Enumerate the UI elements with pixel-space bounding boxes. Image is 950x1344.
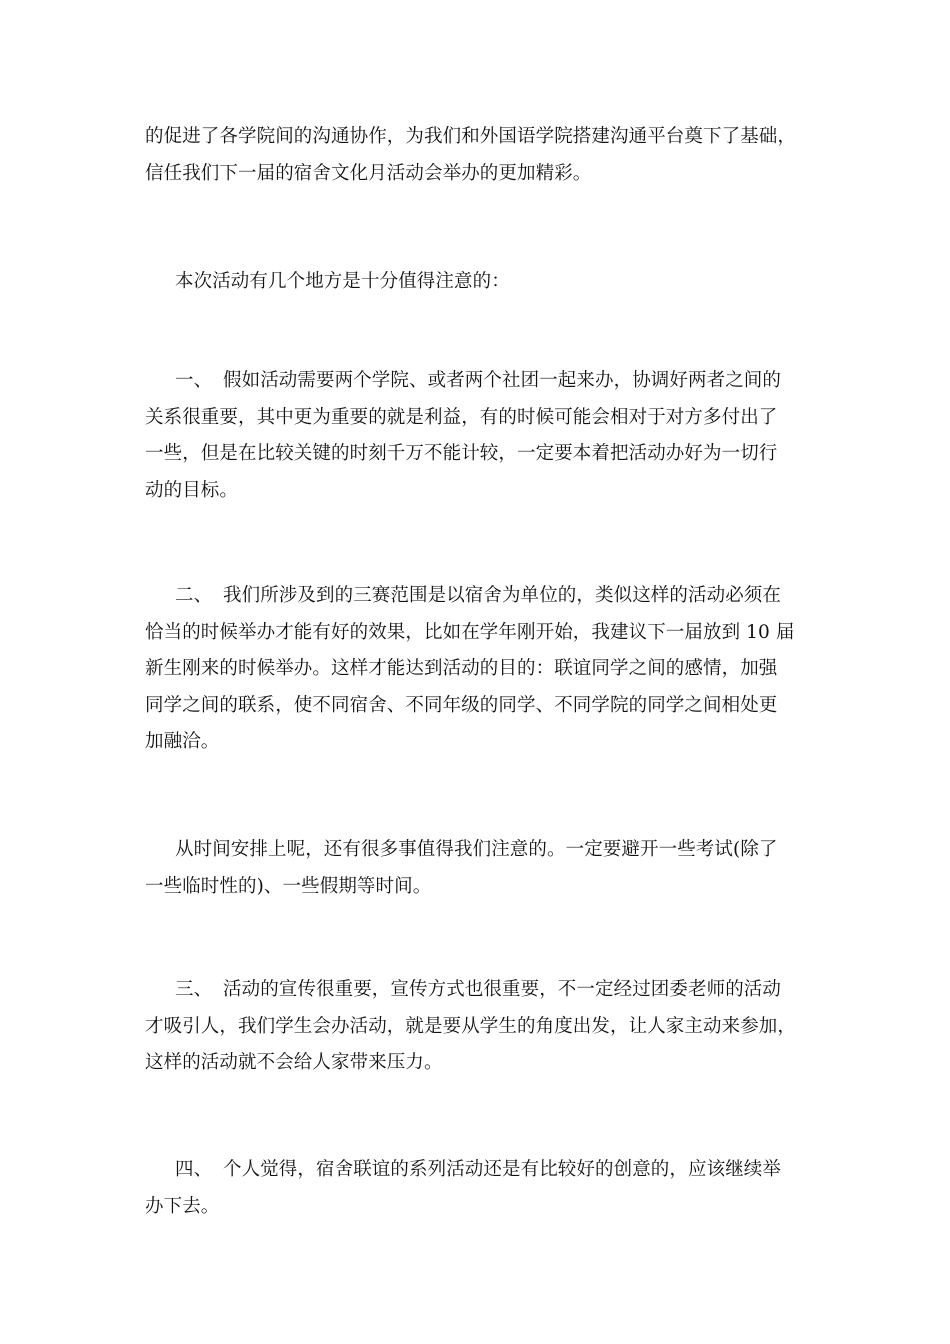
paragraph-schedule bbox=[145, 832, 810, 905]
text-line: 关系很重要，其中更为重要的就是利益，有的时候可能会相对于对方多付出了 bbox=[145, 406, 778, 428]
text-segment: 我们所涉及到的三赛范围是以宿舍为单位的，类似这样的活动必须在 bbox=[223, 585, 782, 606]
text-segment: 活动的宣传很重要，宣传方式也很重要，不一定经过团委老师的活动 bbox=[223, 979, 782, 1000]
paragraph-point-2 bbox=[145, 578, 810, 761]
text-line: 从时间安排上呢，还有很多事值得我们注意的。一定要避开一些考试(除了 bbox=[175, 839, 778, 860]
text-segment: 个人觉得，宿舍联谊的系列活动还是有比较好的创意的，应该继续举 bbox=[223, 1159, 782, 1180]
text-line: 加融洽。 bbox=[145, 731, 220, 752]
list-number: 一、 bbox=[175, 370, 213, 391]
list-number: 二、 bbox=[175, 585, 213, 606]
text-line: 一些临时性的)、一些假期等时间。 bbox=[145, 875, 432, 897]
text-line bbox=[145, 1152, 810, 1189]
paragraph-point-3 bbox=[145, 972, 810, 1082]
paragraph-intro bbox=[145, 264, 810, 301]
text-line: 的促进了各学院间的沟通协作，为我们和外国语学院搭建沟通平台奠下了基础， bbox=[145, 126, 797, 147]
text-segment: 假如活动需要两个学院、或者两个社团一起来办，协调好两者之间的 bbox=[223, 370, 782, 391]
text-line: 动的目标。 bbox=[145, 479, 239, 501]
text-line bbox=[145, 363, 810, 400]
text-line: 一些，但是在比较关键的时刻千万不能计较，一定要本着把活动办好为一切行 bbox=[145, 443, 778, 464]
paragraph-point-1 bbox=[145, 363, 810, 509]
text-line bbox=[145, 578, 810, 615]
list-number: 三、 bbox=[175, 979, 213, 1000]
text-line: 才吸引人，我们学生会办活动，就是要从学生的角度出发，让人家主动来参加， bbox=[145, 1015, 797, 1037]
paragraph-continuation bbox=[145, 119, 810, 192]
text-line: 办下去。 bbox=[145, 1195, 220, 1217]
text-line: 信任我们下一届的宿舍文化月活动会举办的更加精彩。 bbox=[145, 162, 592, 184]
list-number: 四、 bbox=[175, 1159, 213, 1180]
text-line bbox=[145, 972, 810, 1009]
text-line: 本次活动有几个地方是十分值得注意的： bbox=[175, 271, 510, 292]
text-line: 恰当的时候举办才能有好的效果，比如在学年刚开始，我建议下一届放到 10 届 bbox=[145, 621, 795, 643]
text-line: 新生刚来的时候举办。这样才能达到活动的目的：联谊同学之间的感情，加强 bbox=[145, 658, 778, 679]
text-line: 同学之间的联系，使不同宿舍、不同年级的同学、不同学院的同学之间相处更 bbox=[145, 694, 778, 716]
text-line: 这样的活动就不会给人家带来压力。 bbox=[145, 1052, 443, 1073]
paragraph-point-4 bbox=[145, 1152, 810, 1225]
